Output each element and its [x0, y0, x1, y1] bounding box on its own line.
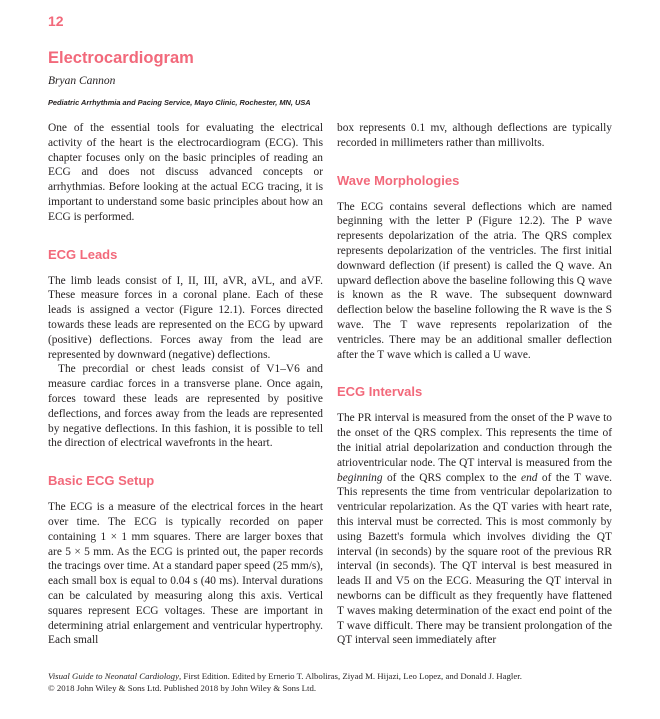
- chapter-title: Electrocardiogram: [48, 49, 194, 67]
- page-footer: [48, 671, 620, 694]
- body-columns: [48, 121, 612, 648]
- chapter-number: 12: [48, 13, 64, 29]
- basic-ecg-setup-paragraph: The ECG is a measure of the electrical forces in the heart over time. The ECG is typically recorded on paper containing 1 × 1 mm squares. There are larger boxes that are 5 × 5 mm. As the ECG is printed out, the paper records the tracings over time. At a standard paper speed (25 mm/s), each small box is equal to 0.04 s (40 ms). Interval durations can be calculated by measuring along this axis. Vertical squares represent ECG voltages. These are important in determining atrial enlargement and ventricular hypertrophy. Each small: [48, 501, 323, 647]
- section-heading-basic-ecg-setup: Basic ECG Setup: [48, 473, 155, 489]
- ecg-intervals-paragraph: [337, 411, 612, 648]
- footer-book-title: Visual Guide to Neonatal Cardiology: [48, 671, 179, 681]
- ecg-intervals-text-1: The PR interval is measured from the onset of the P wave to the onset of the QRS complex. This represents the time of the initial atrial depolarization and conduction through the atrioventricular node. The QT interval is measured from the: [337, 412, 612, 469]
- continued-paragraph: box represents 0.1 mv, although deflections are typically recorded in millimeters rather than millivolts.: [337, 122, 612, 149]
- right-column: [337, 121, 612, 648]
- ecg-intervals-text-2: of the QRS complex to the: [382, 471, 522, 484]
- ecg-leads-paragraph-1: The limb leads consist of I, II, III, aVR, aVL, and aVF. These measure forces in a coronal plane. Each of these leads is assigned a vector (Figure 12.1). Forces directed towards these leads are represented on the ECG by upward (positive) deflections. Forces away from the lead are represented by downward (negative) deflections.: [48, 274, 323, 361]
- wave-morphologies-paragraph: The ECG contains several deflections which are named beginning with the letter P (Figure 12.2). The P wave represents depolarization of the atria. The QRS complex represents depolarization of the ventricles. The first initial downward deflection (if present) is called the Q wave. An upward deflection above the baseline following this Q wave is known as the R wave. The subsequent downward deflection below the baseline following the R wave is the S wave. The T wave represents repolarization of the ventricles. There may be an additional smaller deflection after the T wave which is called a U wave.: [337, 200, 612, 361]
- intro-paragraph: One of the essential tools for evaluating the electrical activity of the heart is the electrocardiogram (ECG). This chapter focuses only on the basic principles of reading an ECG and does not discuss advanced concepts or arrhythmias. Before looking at the actual ECG tracing, it is important to understand some basic principles about how an ECG is performed.: [48, 122, 323, 223]
- chapter-header: [48, 13, 612, 107]
- section-heading-ecg-intervals: ECG Intervals: [337, 384, 423, 400]
- footer-copyright-line: © 2018 John Wiley & Sons Ltd. Published 2018 by John Wiley & Sons Ltd.: [48, 682, 317, 693]
- left-column: [48, 121, 323, 648]
- ecg-intervals-italic-end: end: [521, 471, 538, 484]
- author-name: Bryan Cannon: [48, 75, 116, 87]
- ecg-leads-paragraph-2: The precordial or chest leads consist of V1–V6 and measure cardiac forces in a transverse plane. Once again, forces toward these leads are represented by positive deflections, and forces away from the leads are represented by negative deflections. In this fashion, it is possible to tell the direction of electrical wavefronts in the heart.: [48, 363, 323, 450]
- author-affiliation: Pediatric Arrhythmia and Pacing Service, Mayo Clinic, Rochester, MN, USA: [48, 98, 311, 107]
- footer-edition-line: [48, 671, 620, 683]
- section-heading-wave-morphologies: Wave Morphologies: [337, 172, 460, 188]
- ecg-intervals-text-3: of the T wave. This represents the time from ventricular depolarization to ventricular repolarization. As the QT varies with heart rate, this interval must be corrected. This is most commonly by using Bazett's formula which involves dividing the QT interval (in seconds) by the square root of the previous RR interval (in seconds). The QT interval is best measured in leads II and V5 on the ECG. Measuring the QT interval in newborns can be difficult as they frequently have flattened T waves making determination of the exact end point of the T wave difficult. There may be transient prolongation of the QT interval seen immediately after: [337, 471, 612, 647]
- footer-edition-rest: , First Edition. Edited by Ernerio T. Alboliras, Ziyad M. Hijazi, Leo Lopez, and Donald J. Hagler.: [178, 671, 522, 681]
- section-heading-ecg-leads: ECG Leads: [48, 246, 118, 262]
- ecg-intervals-italic-beginning: beginning: [337, 471, 383, 484]
